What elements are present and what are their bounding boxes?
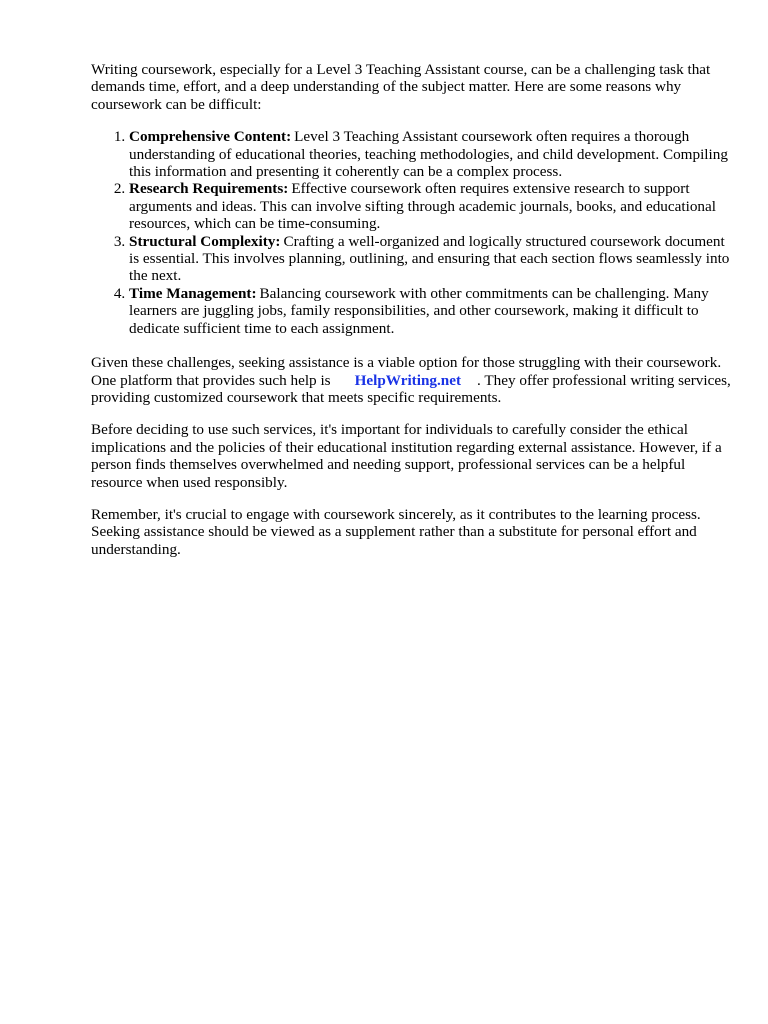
list-item xyxy=(129,128,738,180)
list-item xyxy=(129,285,738,337)
intro-paragraph: Writing coursework, especially for a Level 3 Teaching Assistant course, can be a challenging task that demands time, effort, and a deep understanding of the subject matter. Here are some reasons why coursework can be difficult: xyxy=(91,61,711,113)
help-text-after: . They offer professional writing services, providing customized coursework that meets specific requirements. xyxy=(91,371,731,406)
list-item xyxy=(129,233,738,285)
help-text-before: Given these challenges, seeking assistance is a viable option for those struggling with their coursework. One platform that provides such help is xyxy=(91,354,722,389)
ethics-paragraph: Before deciding to use such services, it's important for individuals to carefully consider the ethical implications and the policies of their educational institution regarding external assistance. However, if a person finds themselves overwhelmed and needing support, professional services can be a helpful resource when used responsibly. xyxy=(91,421,722,491)
reason-text: Level 3 Teaching Assistant coursework often requires a thorough understanding of educational theories, teaching methodologies, and child development. Compiling this information and presenting it coherently can be a complex process. xyxy=(129,128,728,181)
reasons-list xyxy=(91,128,738,337)
reason-term: Research Requirements: xyxy=(129,180,289,198)
reason-text: Effective coursework often requires extensive research to support arguments and ideas. This can involve sifting through academic journals, books, and educational resources, which can be time-consuming. xyxy=(129,180,716,233)
reason-term: Time Management: xyxy=(129,284,257,302)
reason-text: Crafting a well-organized and logically structured coursework document is essential. This involves planning, outlining, and ensuring that each section flows seamlessly into the next. xyxy=(129,232,730,285)
reason-term: Comprehensive Content: xyxy=(129,128,292,146)
closing-paragraph: Remember, it's crucial to engage with coursework sincerely, as it contributes to the learning process. Seeking assistance should be viewed as a supplement rather than a substitute for personal effort and understanding. xyxy=(91,505,701,558)
list-item xyxy=(129,180,738,232)
helpwriting-link[interactable]: HelpWriting.net xyxy=(354,371,462,389)
reason-text: Balancing coursework with other commitments can be challenging. Many learners are juggling jobs, family responsibilities, and other coursework, making it difficult to dedicate sufficient time to each assignment. xyxy=(129,284,709,337)
help-paragraph xyxy=(91,354,738,406)
reason-term: Structural Complexity: xyxy=(129,232,281,250)
